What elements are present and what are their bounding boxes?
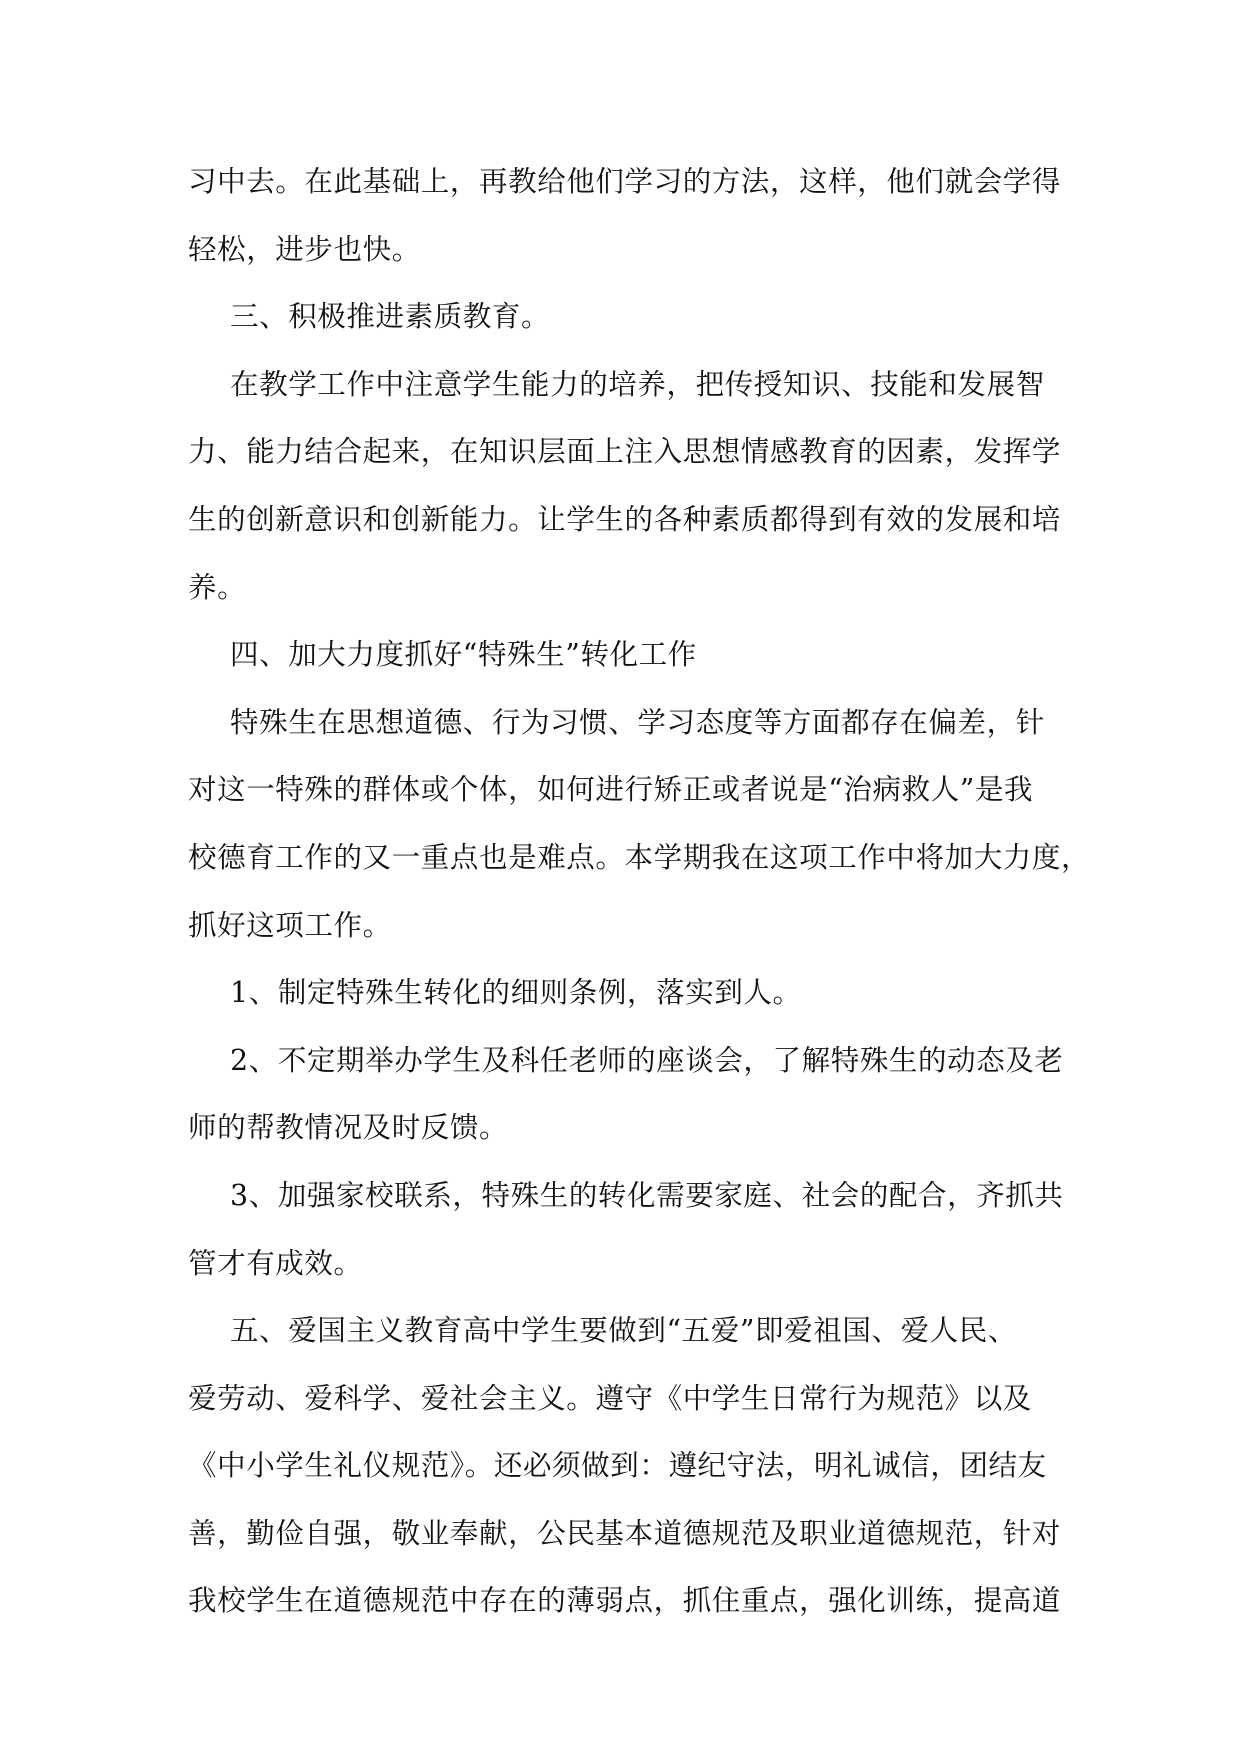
list-item: 1、制定特殊生转化的细则条例，落实到人。 xyxy=(230,976,802,1010)
text-line: 对这一特殊的群体或个体，如何进行矫正或者说是“治病救人”是我 xyxy=(188,773,1034,807)
section-heading: 三、积极推进素质教育。 xyxy=(230,300,551,334)
text-line: 养。 xyxy=(188,570,247,604)
section-heading: 四、加大力度抓好“特殊生”转化工作 xyxy=(230,638,697,672)
text-line: 抓好这项工作。 xyxy=(188,908,392,942)
text-line: 校德育工作的又一重点也是难点。本学期我在这项工作中将加大力度， xyxy=(188,840,1091,874)
text-line: 特殊生在思想道德、行为习惯、学习态度等方面都存在偏差，针 xyxy=(230,705,1045,739)
text-line: 我校学生在道德规范中存在的薄弱点，抓住重点，强化训练，提高道 xyxy=(188,1584,1062,1618)
text-line: 生的创新意识和创新能力。让学生的各种素质都得到有效的发展和培 xyxy=(188,502,1062,536)
text-line: 习中去。在此基础上，再教给他们学习的方法，这样，他们就会学得 xyxy=(188,165,1062,198)
text-line: 在教学工作中注意学生能力的培养，把传授知识、技能和发展智 xyxy=(230,367,1045,401)
list-item: 2、不定期举办学生及科任老师的座谈会，了解特殊生的动态及老 xyxy=(230,1043,1064,1077)
text-line: 师的帮教情况及时反馈。 xyxy=(188,1111,509,1145)
text-line: 善，勤俭自强，敬业奉献，公民基本道德规范及职业道德规范，针对 xyxy=(188,1516,1062,1550)
text-line: 力、能力结合起来，在知识层面上注入思想情感教育的因素，发挥学 xyxy=(188,435,1062,469)
text-line: 《中小学生礼仪规范》。还必须做到：遵纪守法，明礼诚信，团结友 xyxy=(188,1449,1047,1483)
list-item: 3、加强家校联系，特殊生的转化需要家庭、社会的配合，齐抓共 xyxy=(230,1178,1064,1212)
text-line: 爱劳动、爱科学、爱社会主义。遵守《中学生日常行为规范》以及 xyxy=(188,1381,1032,1415)
section-heading: 五、爱国主义教育高中学生要做到“五爱”即爱祖国、爱人民、 xyxy=(230,1314,1017,1348)
text-line: 管才有成效。 xyxy=(188,1246,363,1280)
document-body xyxy=(188,148,1091,1635)
text-line: 轻松，进步也快。 xyxy=(188,232,421,266)
